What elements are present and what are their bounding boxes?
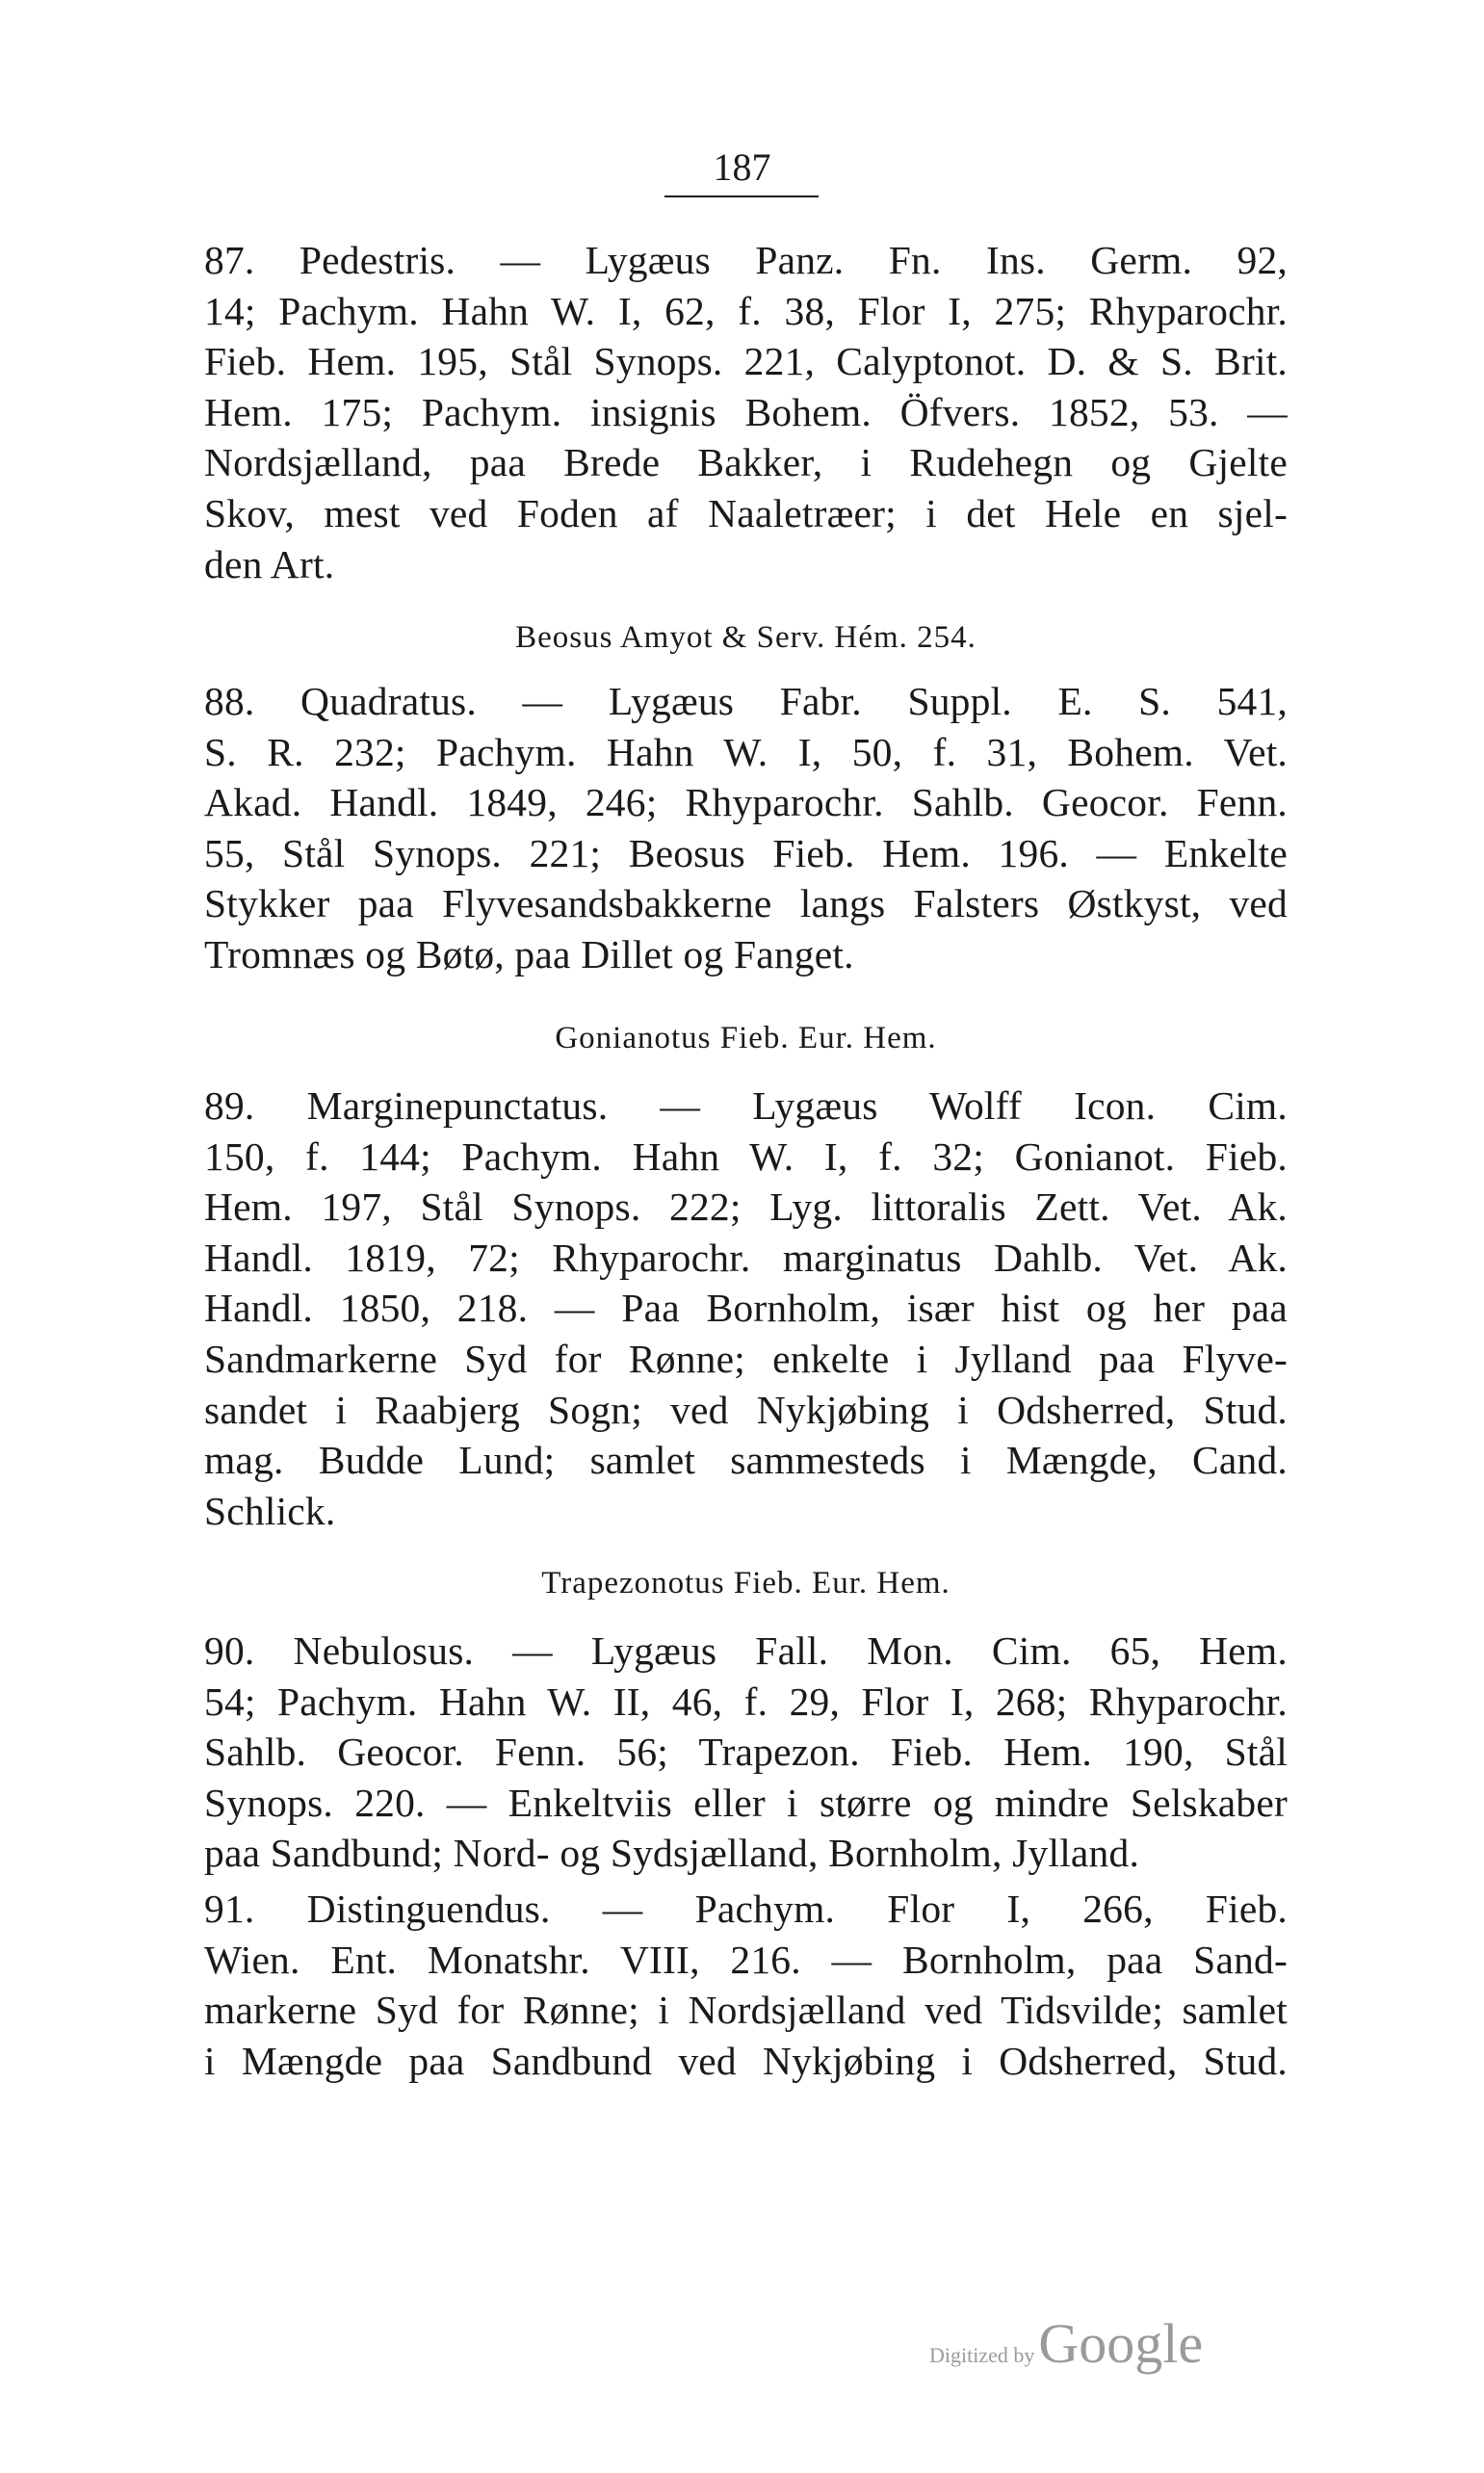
google-watermark [929, 2311, 1237, 2375]
text-line: Tromnæs og Bøtø, paa Dillet og Fanget. [204, 931, 854, 976]
entry-91 [204, 1884, 1288, 2086]
text-line: Synops. 220. — Enkeltviis eller i større og mindre Selskaber [204, 1780, 1288, 1825]
google-logo: Google [1038, 2312, 1204, 2375]
text-line: i Mængde paa Sandbund ved Nykjøbing i Odsherred, Stud. [204, 2038, 1288, 2083]
text-line: 14; Pachym. Hahn W. I, 62, f. 38, Flor I, 275; Rhyparochr. [204, 288, 1288, 333]
text-line: Sandmarkerne Syd for Rønne; enkelte i Jylland paa Flyve- [204, 1336, 1288, 1381]
genus-heading: Trapezonotus Fieb. Eur. Hem. [541, 1566, 950, 1601]
text-line: S. R. 232; Pachym. Hahn W. I, 50, f. 31, Bohem. Vet. [204, 729, 1288, 774]
text-line: mag. Budde Lund; samlet sammesteds i Mængde, Cand. [204, 1438, 1288, 1483]
genus-heading-trapezonotus [204, 1558, 1288, 1609]
text-line: Skov, mest ved Foden af Naaletræer; i det Hele en sjel- [204, 490, 1288, 535]
genus-heading: Beosus Amyot & Serv. Hém. 254. [515, 620, 976, 655]
text-line: Handl. 1819, 72; Rhyparochr. marginatus Dahlb. Vet. Ak. [204, 1235, 1288, 1280]
text-line: den Art. [204, 541, 335, 586]
text-line: 91. Distinguendus. — Pachym. Flor I, 266, Fieb. [204, 1887, 1288, 1931]
text-line: Wien. Ent. Monatshr. VIII, 216. — Bornholm, paa Sand- [204, 1937, 1288, 1982]
text-line: Handl. 1850, 218. — Paa Bornholm, især hist og her paa [204, 1286, 1288, 1331]
entry-90 [204, 1626, 1288, 1879]
genus-heading-gonianotus [204, 1013, 1288, 1064]
text-line: Stykker paa Flyvesandsbakkerne langs Falsters Østkyst, ved [204, 881, 1288, 926]
text-line: Sahlb. Geocor. Fenn. 56; Trapezon. Fieb. Hem. 190, Stål [204, 1730, 1288, 1775]
text-line: Akad. Handl. 1849, 246; Rhyparochr. Sahlb. Geocor. Fenn. [204, 780, 1288, 825]
entry-87 [204, 235, 1288, 589]
page-number: 187 [713, 145, 771, 189]
text-line: paa Sandbund; Nord- og Sydsjælland, Bornholm, Jylland. [204, 1831, 1140, 1876]
text-line: Hem. 175; Pachym. insignis Bohem. Öfvers. 1852, 53. — [204, 389, 1288, 434]
genus-heading: Gonianotus Fieb. Eur. Hem. [555, 1021, 937, 1055]
text-line: 87. Pedestris. — Lygæus Panz. Fn. Ins. Germ. 92, [204, 238, 1288, 282]
text-line: Nordsjælland, paa Brede Bakker, i Rudehegn og Gjelte [204, 440, 1288, 485]
page-number-underline [664, 195, 819, 197]
text-line: 55, Stål Synops. 221; Beosus Fieb. Hem. 196. — Enkelte [204, 830, 1288, 875]
text-line: 150, f. 144; Pachym. Hahn W. I, f. 32; Gonianot. Fieb. [204, 1133, 1288, 1179]
text-line: 90. Nebulosus. — Lygæus Fall. Mon. Cim. 65, Hem. [204, 1628, 1288, 1673]
text-line: 54; Pachym. Hahn W. II, 46, f. 29, Flor I, 268; Rhyparochr. [204, 1679, 1288, 1724]
text-line: Hem. 197, Stål Synops. 222; Lyg. littoralis Zett. Vet. Ak. [204, 1184, 1288, 1230]
entry-88 [204, 676, 1288, 980]
genus-heading-beosus [204, 612, 1288, 664]
text-line: Fieb. Hem. 195, Stål Synops. 221, Calyptonot. D. & S. Brit. [204, 339, 1288, 384]
text-line: markerne Syd for Rønne; i Nordsjælland ved Tidsvilde; samlet [204, 1988, 1288, 2033]
text-line: Schlick. [204, 1488, 336, 1533]
text-line: sandet i Raabjerg Sogn; ved Nykjøbing i Odsherred, Stud. [204, 1387, 1288, 1432]
watermark-prefix: Digitized by [929, 2343, 1035, 2367]
text-line: 88. Quadratus. — Lygæus Fabr. Suppl. E. S. 541, [204, 679, 1288, 723]
entry-89 [204, 1080, 1288, 1536]
text-line: 89. Marginepunctatus. — Lygæus Wolff Icon. Cim. [204, 1083, 1288, 1128]
